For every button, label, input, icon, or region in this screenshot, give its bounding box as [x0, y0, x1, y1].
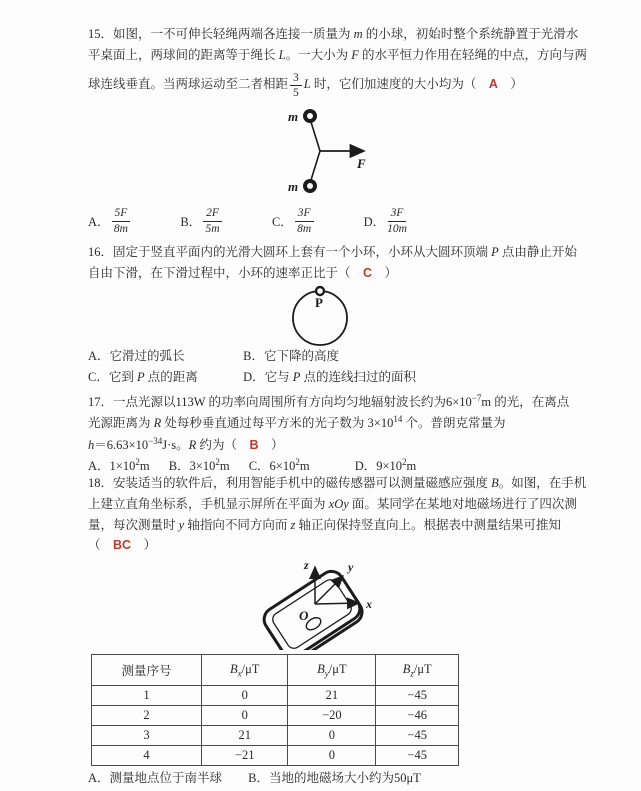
table-row: [92, 706, 459, 726]
q18-z-axis-label: z: [304, 558, 309, 572]
table-header-cell: [202, 655, 288, 686]
text-segment: 15．如图，一不可伸长轻绳两端各连接一质量为: [88, 27, 354, 41]
text-segment: ）: [258, 438, 284, 453]
answer-letter: A: [488, 77, 498, 91]
table-cell: 0: [288, 726, 376, 746]
table-cell: −20: [288, 706, 376, 726]
text-segment: B．3×10: [168, 459, 216, 474]
text-segment: P: [136, 370, 145, 384]
table-cell: 1: [92, 686, 202, 706]
q15-ball-bottom: [305, 181, 315, 191]
text-segment: 2: [215, 457, 220, 467]
q16-option-d: [243, 370, 416, 384]
text-segment: 量，每次测量时: [88, 518, 179, 532]
q16-option-b: [243, 349, 339, 363]
text-segment: xOy: [328, 497, 349, 511]
q18-text-line1: [88, 473, 587, 494]
text-segment: 18．安装适当的软件后，利用智能手机中的磁传感器可以测量磁感应强度: [88, 476, 492, 490]
q15-text-line3: [88, 66, 571, 102]
text-segment: /μT: [413, 661, 432, 676]
q18-phone-body: [260, 567, 367, 650]
text-segment: P: [292, 370, 301, 384]
text-segment: ）: [131, 538, 157, 552]
text-segment: F: [351, 48, 359, 62]
text-segment: C．它到: [88, 370, 137, 384]
question-15: [88, 24, 588, 242]
table-cell: 2: [92, 706, 202, 726]
q16-option-a: [88, 346, 240, 367]
text-segment: y: [178, 518, 185, 532]
q16-small-ring: [316, 287, 324, 295]
q15-force-label: F: [357, 156, 366, 171]
text-segment: 时，它们加速度的大小均为（: [310, 77, 489, 91]
text-segment: 面。某同学在某地对地磁场进行了四次测: [348, 497, 577, 511]
table-cell: −46: [376, 706, 459, 726]
text-segment: （: [88, 538, 114, 552]
q18-options: [88, 768, 571, 789]
text-segment: m: [139, 459, 150, 474]
text-segment: m: [219, 459, 230, 474]
text-segment: A．: [88, 215, 110, 229]
table-cell: 0: [202, 706, 288, 726]
text-segment: B．当地的地磁场大小约为50μT: [248, 771, 421, 785]
text-segment: B．它下降的高度: [243, 349, 339, 363]
q16-point-p-label: P: [315, 295, 323, 310]
table-cell: 21: [202, 726, 288, 746]
table-cell: −45: [376, 746, 459, 766]
q18-option-a: [88, 768, 245, 789]
q15-text-line2: [88, 45, 588, 66]
text-segment: y: [324, 668, 329, 679]
text-segment: D．9×10: [354, 459, 403, 474]
text-segment: 的水平恒力作用在轻绳的中点，方向与两: [358, 48, 588, 62]
answer-letter: B: [249, 438, 259, 453]
text-segment: B: [317, 661, 325, 676]
q15-rope: [311, 122, 320, 180]
table-cell: 0: [202, 686, 288, 706]
text-segment: 个。普朗克常量为: [402, 416, 506, 431]
text-segment: m: [406, 459, 417, 474]
text-segment: h: [88, 438, 95, 453]
text-segment: 光源距离为: [88, 416, 154, 431]
table-cell: −45: [376, 726, 459, 746]
text-segment: 轴指向不同方向而: [184, 518, 291, 532]
text-segment: B: [402, 661, 411, 676]
text-segment: 。一大小为: [285, 48, 352, 62]
table-header-cell: [92, 655, 202, 686]
q15-option-d: [364, 207, 409, 234]
q15-text-line1: [88, 24, 579, 45]
q15-options: [88, 200, 571, 242]
fraction: $\frac{3F}{8m}$: [295, 207, 314, 234]
text-segment: ＝6.63×10: [94, 438, 149, 453]
text-segment: /μT: [328, 661, 347, 676]
text-segment: R: [188, 438, 197, 453]
text-segment: 平桌面上，两球间的距离等于绳长: [88, 48, 279, 62]
q18-text-line4: [88, 536, 571, 554]
text-segment: B: [491, 476, 499, 490]
text-segment: C．6×10: [248, 459, 296, 474]
text-segment: −7: [471, 393, 482, 403]
text-segment: 16．固定于竖直平面内的光滑大圆环上套有一个小环，小环从大圆环顶端: [88, 245, 492, 259]
text-segment: 14: [393, 414, 403, 424]
q16-options-row1: [88, 346, 571, 367]
table-row: [92, 686, 459, 706]
table-cell: 3: [92, 726, 202, 746]
q17-options: [88, 452, 571, 473]
text-segment: z: [410, 668, 414, 679]
table-cell: −45: [376, 686, 459, 706]
text-segment: 。如图，在手机: [498, 476, 587, 490]
text-segment: ）: [497, 77, 523, 91]
text-segment: J·s。: [162, 438, 189, 453]
text-segment: D．它与: [243, 370, 293, 384]
answer-letter: C: [363, 266, 373, 280]
text-segment: 点由静止开始: [498, 245, 577, 259]
text-segment: 上建立直角坐标系，手机显示屏所在平面为: [88, 497, 329, 511]
text-segment: /μT: [241, 661, 260, 676]
q17-text-line3: [88, 430, 571, 452]
fraction: $\frac{2F}{5m}$: [203, 207, 222, 234]
q15-mass-top-label: m: [288, 109, 299, 124]
text-segment: 点的距离: [144, 370, 198, 384]
fraction: $\frac{3F}{10m}$: [387, 207, 407, 235]
table-row: [92, 746, 459, 766]
text-segment: 2: [295, 457, 300, 467]
table-cell: −21: [202, 746, 288, 766]
text-segment: B: [229, 661, 238, 676]
text-segment: ）: [372, 266, 398, 280]
text-segment: m 的光，在离点: [481, 395, 570, 410]
text-segment: 2: [402, 457, 407, 467]
fraction: $\frac{3}{5}$: [290, 72, 302, 99]
q17-text-line1: [88, 388, 571, 409]
text-segment: 点的连线扫过的面积: [300, 370, 417, 384]
fraction: $\frac{5F}{8m}$: [112, 207, 131, 234]
q18-x-axis: [315, 603, 359, 604]
q18-y-axis-label: y: [348, 560, 354, 574]
q16-text-line2: [88, 263, 571, 284]
text-segment: −34: [148, 436, 163, 446]
table-header-cell: [288, 655, 376, 686]
text-segment: 处每秒垂直通过每平方米的光子数为 3×10: [161, 416, 394, 431]
text-segment: R: [153, 416, 162, 431]
text-segment: z: [290, 518, 296, 532]
q18-phone-axes-diagram: [255, 554, 395, 650]
q16-text-line1: [88, 242, 577, 263]
text-segment: 自由下滑，在下滑过程中，小环的速率正比于（: [88, 266, 364, 280]
text-segment: 17．一点光源以113W 的功率向周围所有方向均匀地辐射波长约为6×10: [88, 395, 472, 410]
text-segment: D．: [363, 215, 386, 229]
text-segment: L: [278, 48, 286, 62]
text-segment: A．测量地点位于南半球: [88, 771, 223, 785]
q18-option-b: [248, 771, 421, 785]
question-18: [88, 473, 587, 789]
text-segment: 球连线垂直。当两球运动至二者相距: [88, 77, 289, 91]
table-header-row: [92, 655, 459, 686]
text-segment: L: [303, 77, 311, 91]
text-segment: 测量序号: [121, 664, 172, 678]
text-segment: A．1×10: [88, 459, 136, 474]
q18-text-line3: [88, 515, 571, 536]
table-header-cell: [376, 655, 459, 686]
q16-option-c: [88, 367, 240, 388]
q18-origin-label: O: [299, 608, 309, 623]
text-segment: P: [491, 245, 499, 259]
text-segment: 2: [135, 457, 140, 467]
text-segment: B．: [180, 215, 202, 229]
q18-text-line2: [88, 494, 577, 515]
text-segment: 约为（: [196, 438, 250, 453]
q18-x-axis-label: x: [366, 597, 372, 611]
text-segment: x: [237, 668, 242, 679]
q15-ball-top: [305, 111, 315, 121]
table-row: [92, 726, 459, 746]
question-16: [88, 242, 577, 388]
q15-mass-bottom-label: m: [288, 179, 299, 194]
q15-rope-balls-diagram: [274, 102, 444, 200]
text-segment: C．: [271, 215, 293, 229]
text-segment: m: [299, 459, 310, 474]
q16-ring-circle-diagram: [270, 284, 380, 346]
q15-option-c: [272, 207, 316, 234]
table-cell: 0: [288, 746, 376, 766]
text-segment: 的小球，初始时整个系统静置于光滑水: [362, 27, 579, 41]
table-cell: 21: [288, 686, 376, 706]
q16-options-row2: [88, 367, 571, 388]
q18-table: [91, 654, 459, 766]
table-cell: 4: [92, 746, 202, 766]
text-segment: m: [353, 27, 363, 41]
q15-option-b: [180, 207, 224, 234]
q17-text-line2: [88, 409, 571, 430]
answer-letter: BC: [113, 538, 132, 552]
text-segment: A．它滑过的弧长: [88, 349, 185, 363]
q15-option-a: [88, 207, 132, 234]
text-segment: 轴正向保持竖直向上。根据表中测量结果可推知: [295, 518, 561, 532]
question-17: [88, 388, 571, 473]
